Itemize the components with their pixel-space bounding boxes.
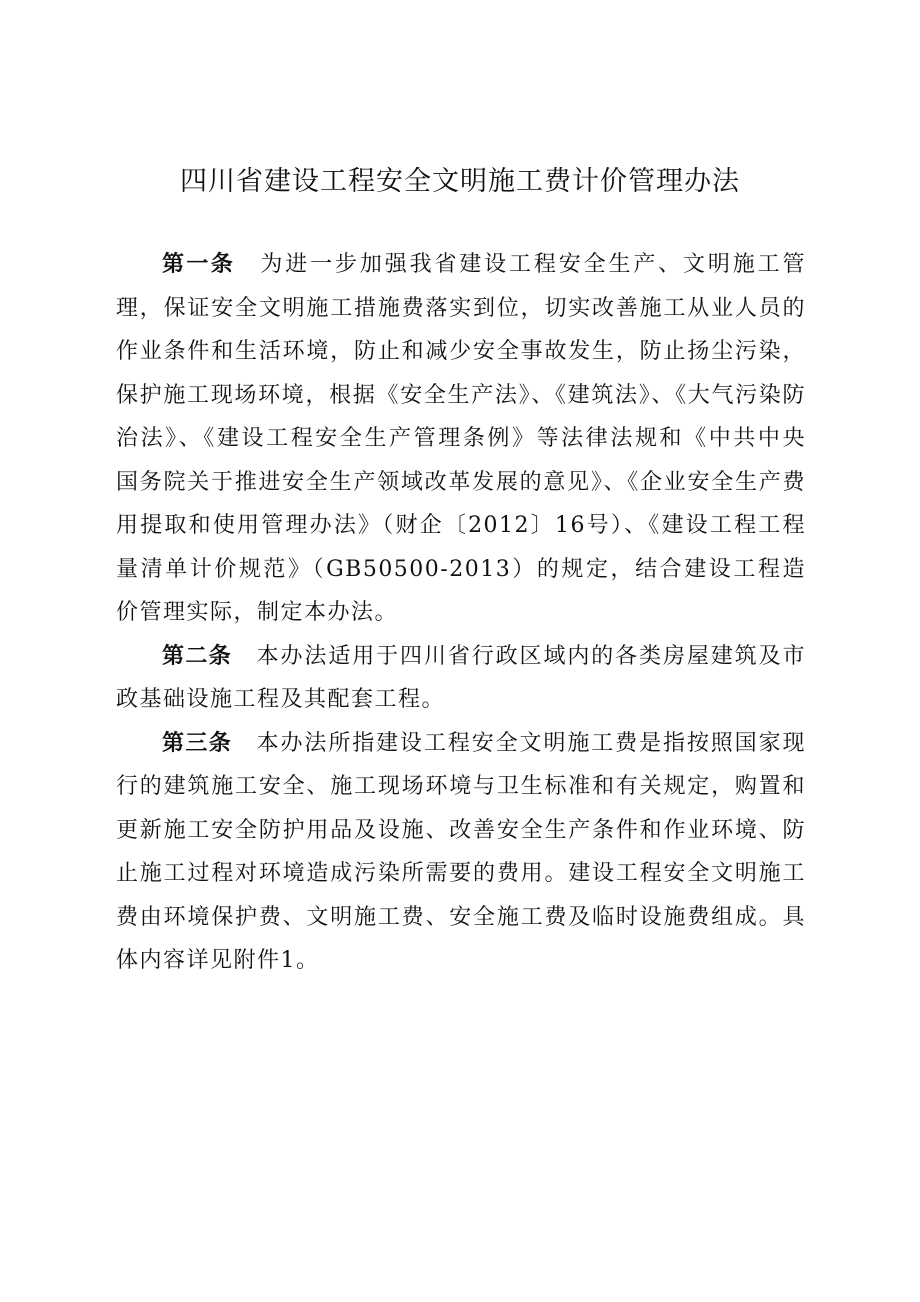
article-label: 第三条 bbox=[162, 730, 233, 756]
article-3 bbox=[116, 722, 806, 983]
article-text: 本办法所指建设工程安全文明施工费是指按照国家现行的建筑施工安全、施工现场环境与卫生标准和有关规定，购置和更新施工安全防护用品及设施、改善安全生产条件和作业环境、防止施工过程对环境造成污染所需要的费用。建设工程安全文明施工费由环境保护费、文明施工费、安全施工费及临时设施费组成。具体内容详见附件1。 bbox=[116, 730, 806, 973]
article-1 bbox=[116, 243, 806, 635]
article-label: 第二条 bbox=[162, 643, 233, 669]
document-title: 四川省建设工程安全文明施工费计价管理办法 bbox=[180, 166, 740, 197]
article-2 bbox=[116, 635, 806, 722]
document-body bbox=[116, 243, 806, 983]
article-label: 第一条 bbox=[162, 252, 236, 277]
article-text: 为进一步加强我省建设工程安全生产、文明施工管理，保证安全文明施工措施费落实到位，切实改善施工从业人员的作业条件和生活环境，防止和减少安全事故发生，防止扬尘污染，保护施工现场环境，根据《安全生产法》、《建筑法》、《大气污染防治法》、《建设工程安全生产管理条例》等法律法规和《中共中央 国务院关于推进安全生产领域改革发展的意见》、《企业安全生产费用提取和使用管理办法》（财企〔2012〕16号）、《建设工程工程量清单计价规范》（GB50500-2013）的规定，结合建设工程造价管理实际，制定本办法。 bbox=[116, 252, 807, 625]
article-text: 本办法适用于四川省行政区域内的各类房屋建筑及市政基础设施工程及其配套工程。 bbox=[116, 643, 806, 712]
